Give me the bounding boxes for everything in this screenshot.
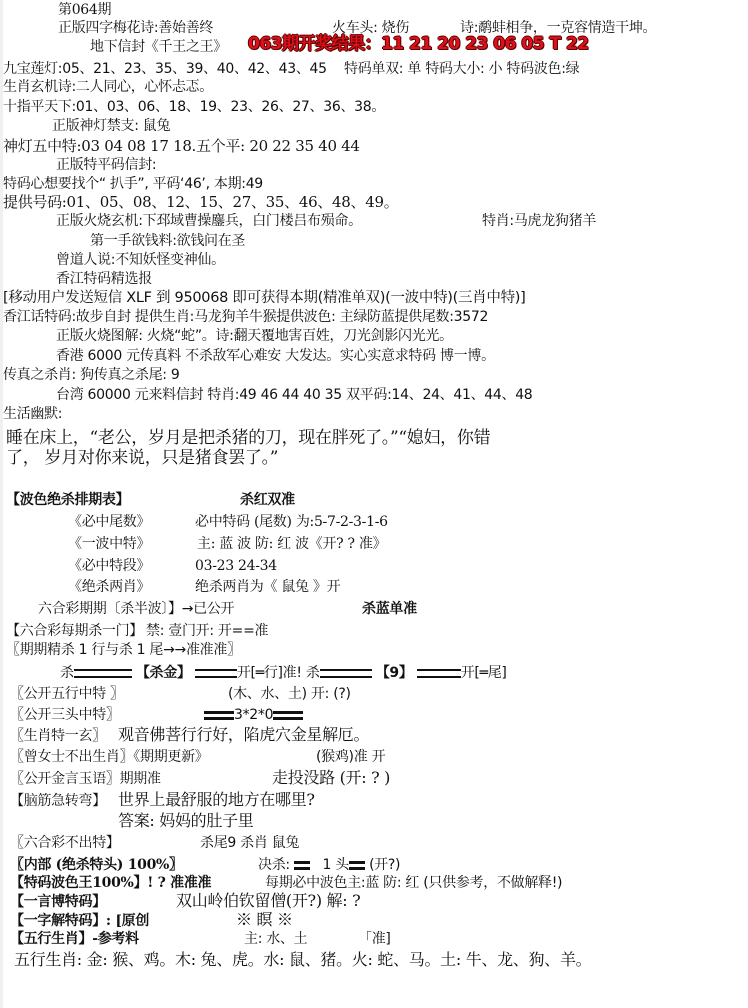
table-row-label: 《一波中特》	[68, 536, 151, 552]
santou-value: 3*2*0	[234, 707, 274, 723]
zeng-value: (猴鸡)准 开	[316, 749, 386, 765]
banbo-line: 六合彩期期〔杀半波〕】→已公开	[38, 601, 235, 617]
jinzhi-line: 正版神灯禁支: 鼠兔	[52, 118, 171, 134]
neibu-label: 〖内部 (绝杀特头) 100%〗	[10, 857, 183, 873]
diyishou-line: 第一手欲钱料:欲钱问在圣	[90, 233, 246, 249]
train-head: 火车头: 烧伤	[332, 20, 410, 36]
issue-number: 第064期	[58, 2, 112, 18]
santou-label: 〖公开三头中特〗	[10, 707, 120, 723]
yizi-label: 【一字解特码】: [原创	[10, 913, 150, 929]
humor-line-2: 了， 岁月对你来说，只是猪食罢了。”	[6, 448, 279, 468]
sha-jin-row	[60, 664, 507, 682]
danshuang-line: 特码单双: 单 特码大小: 小 特码波色:绿	[344, 61, 580, 77]
wuxing-label: 〖公开五行中特 〗	[10, 686, 124, 702]
table-row-label: 《绝杀两肖》	[68, 579, 151, 595]
result-headline: 063期开奖结果：11 21 20 23 06 05 T 22	[248, 34, 589, 54]
bose-label: 【特码波色王100%】! ? 准准准	[10, 875, 212, 891]
bar-icon	[204, 711, 234, 720]
bar-icon	[349, 861, 365, 870]
santou-row	[204, 706, 303, 724]
huoshao-line: 正版火烧玄机:下邳域曹操鏖兵，白门楼吕布殒命。	[56, 213, 362, 229]
jinyan-value: 走投没路 (开: ? )	[272, 768, 391, 787]
neibu-kill: 决杀:	[258, 857, 290, 873]
chuanzhen-line: 传真之杀肖: 狗传真之杀尾: 9	[3, 367, 180, 383]
bose-value: 每期必中波色主:蓝 防: 红 (只供参考，不做解释!)	[265, 875, 563, 891]
bar-icon	[273, 711, 303, 720]
neibu-open: (开?)	[369, 857, 401, 873]
sha-9: 【9】	[375, 665, 413, 681]
xianggang-line: 香港 6000 元传真料 不杀敌军心难安 大发达。实心实意求特码 博一博。	[56, 348, 495, 364]
wuxingsx-zhun: 「准]	[358, 931, 391, 947]
texiao-line: 特肖:马虎龙狗猪羊	[482, 213, 597, 229]
jiubao-line: 九宝莲灯:05、21、23、35、39、40、42、43、45	[3, 61, 327, 77]
humor-label: 生活幽默:	[3, 406, 63, 422]
yixuan-label: 〖生肖特一玄〗	[10, 728, 106, 744]
yizi-value: ※ 瞑 ※	[236, 910, 293, 929]
double-line-icon	[320, 669, 372, 678]
zengdaoren-line: 曾道人说:不知妖怪变神仙。	[56, 252, 225, 268]
letter-label: 地下信封《千王之王》	[90, 39, 227, 55]
sha-label: 杀	[60, 665, 74, 681]
buchu-value: 杀尾9 杀肖 鼠兔	[200, 835, 300, 851]
table-row-value: 03-23 24-34	[195, 558, 277, 574]
double-line-icon	[74, 669, 132, 678]
main-poem: 诗:鹬蚌相争，一克容情造干坤。	[460, 20, 657, 36]
yimen-label: 【六合彩每期杀一门】	[6, 623, 143, 639]
plum-poem: 正版四字梅花诗:善始善终	[58, 20, 214, 36]
table-row-value: 主: 蓝 波 防: 红 波《开? ? 准》	[197, 536, 387, 552]
banbo-right: 杀蓝单准	[362, 601, 417, 617]
kai-hang: 开[═行]准!	[236, 665, 302, 681]
yiyan-value: 双山岭伯钦留僧(开?) 解: ?	[176, 891, 361, 910]
jingsha-line: 〖期期精杀 1 行与杀 1 尾→→准准准〗	[6, 642, 241, 658]
table-row-value: 必中特码 (尾数) 为:5-7-2-3-1-6	[195, 514, 388, 530]
table-title: 【波色绝杀排期表】	[6, 492, 130, 508]
tujie-line: 正版火烧图解: 火烧“蛇”。诗:翻天覆地害百姓，刀光剑影闪光光。	[56, 328, 453, 344]
xinxiang-line: 特码心想要找个“ 扒手”, 平码‘46’, 本期:49	[3, 176, 263, 192]
double-line-icon	[417, 669, 461, 678]
table-row-label: 《必中尾数》	[68, 514, 151, 530]
huatema-line: 香江话特码:故步自封 提供生肖:马龙狗羊牛猴提供波色: 主绿防蓝提供尾数:3572	[3, 309, 489, 325]
shendeng-line: 神灯五中特:03 04 08 17 18.五个平: 20 22 35 40 44	[3, 137, 360, 155]
wuxing-full: 五行生肖: 金: 猴、鸡。木: 兔、虎。水: 鼠、猪。火: 蛇、马。土: 牛、龙、狗、羊。	[14, 950, 592, 969]
sms-line: [移动用户发送短信 XLF 到 950068 即可获得本期(精准单双)(一波中特)(三肖中特)]	[3, 290, 526, 306]
neibu-row	[258, 856, 400, 874]
wuxing-value: (木、水、土) 开: (?)	[228, 686, 351, 702]
neibu-head: 1 头	[322, 857, 349, 873]
shizhi-line: 十指平天下:01、03、06、18、19、23、26、27、36、38。	[3, 99, 386, 115]
yiyan-label: 【一言博特码】	[10, 894, 106, 910]
kai-wei: 开[═尾]	[460, 665, 507, 681]
jinyan-label: 〖公开金言玉语〗期期准	[10, 771, 161, 787]
sha-jin: 【杀金】	[135, 665, 191, 681]
table-row-label: 《必中特段》	[68, 558, 151, 574]
double-line-icon	[195, 669, 237, 678]
tepingma-line: 正版特平码信封:	[56, 157, 157, 173]
yimen-value: 禁: 壹门开: 开==准	[146, 623, 269, 639]
naojin-answer: 答案: 妈妈的肚子里	[118, 811, 254, 830]
wuxingsx-value: 主: 水、土	[244, 931, 308, 947]
table-title-right: 杀红双准	[240, 492, 295, 508]
bar-icon	[294, 861, 310, 870]
zeng-label: 〖曾女士不出生肖〗《期期更新》	[10, 749, 209, 765]
buchu-label: 〖六合彩不出特】	[10, 835, 120, 851]
naojin-label: 【脑筋急转弯】	[10, 793, 106, 809]
naojin-question: 世界上最舒服的地方在哪里?	[118, 790, 315, 809]
sha-label: 杀	[305, 665, 320, 681]
xiangjiang-line: 香江特码精选报	[56, 271, 152, 287]
yixuan-value: 观音佛菩行行好，陷虎穴金星解厄。	[118, 725, 370, 744]
taiwan-line: 台湾 60000 元来料信封 特肖:49 46 44 40 35 双平码:14、24、41、44、48	[56, 387, 533, 403]
xuanji-line: 生肖玄机诗:二人同心，心怀忐忑。	[3, 79, 213, 95]
tigong-line: 提供号码:01、05、08、12、15、27、35、46、48、49。	[3, 193, 399, 211]
table-row-value: 绝杀两肖为《 鼠兔 》开	[195, 579, 341, 595]
humor-line-1: 睡在床上，“老公，岁月是把杀猪的刀，现在胖死了。”“媳妇，你错	[6, 428, 491, 448]
wuxingsx-label: 【五行生肖】-参考料	[10, 931, 139, 947]
